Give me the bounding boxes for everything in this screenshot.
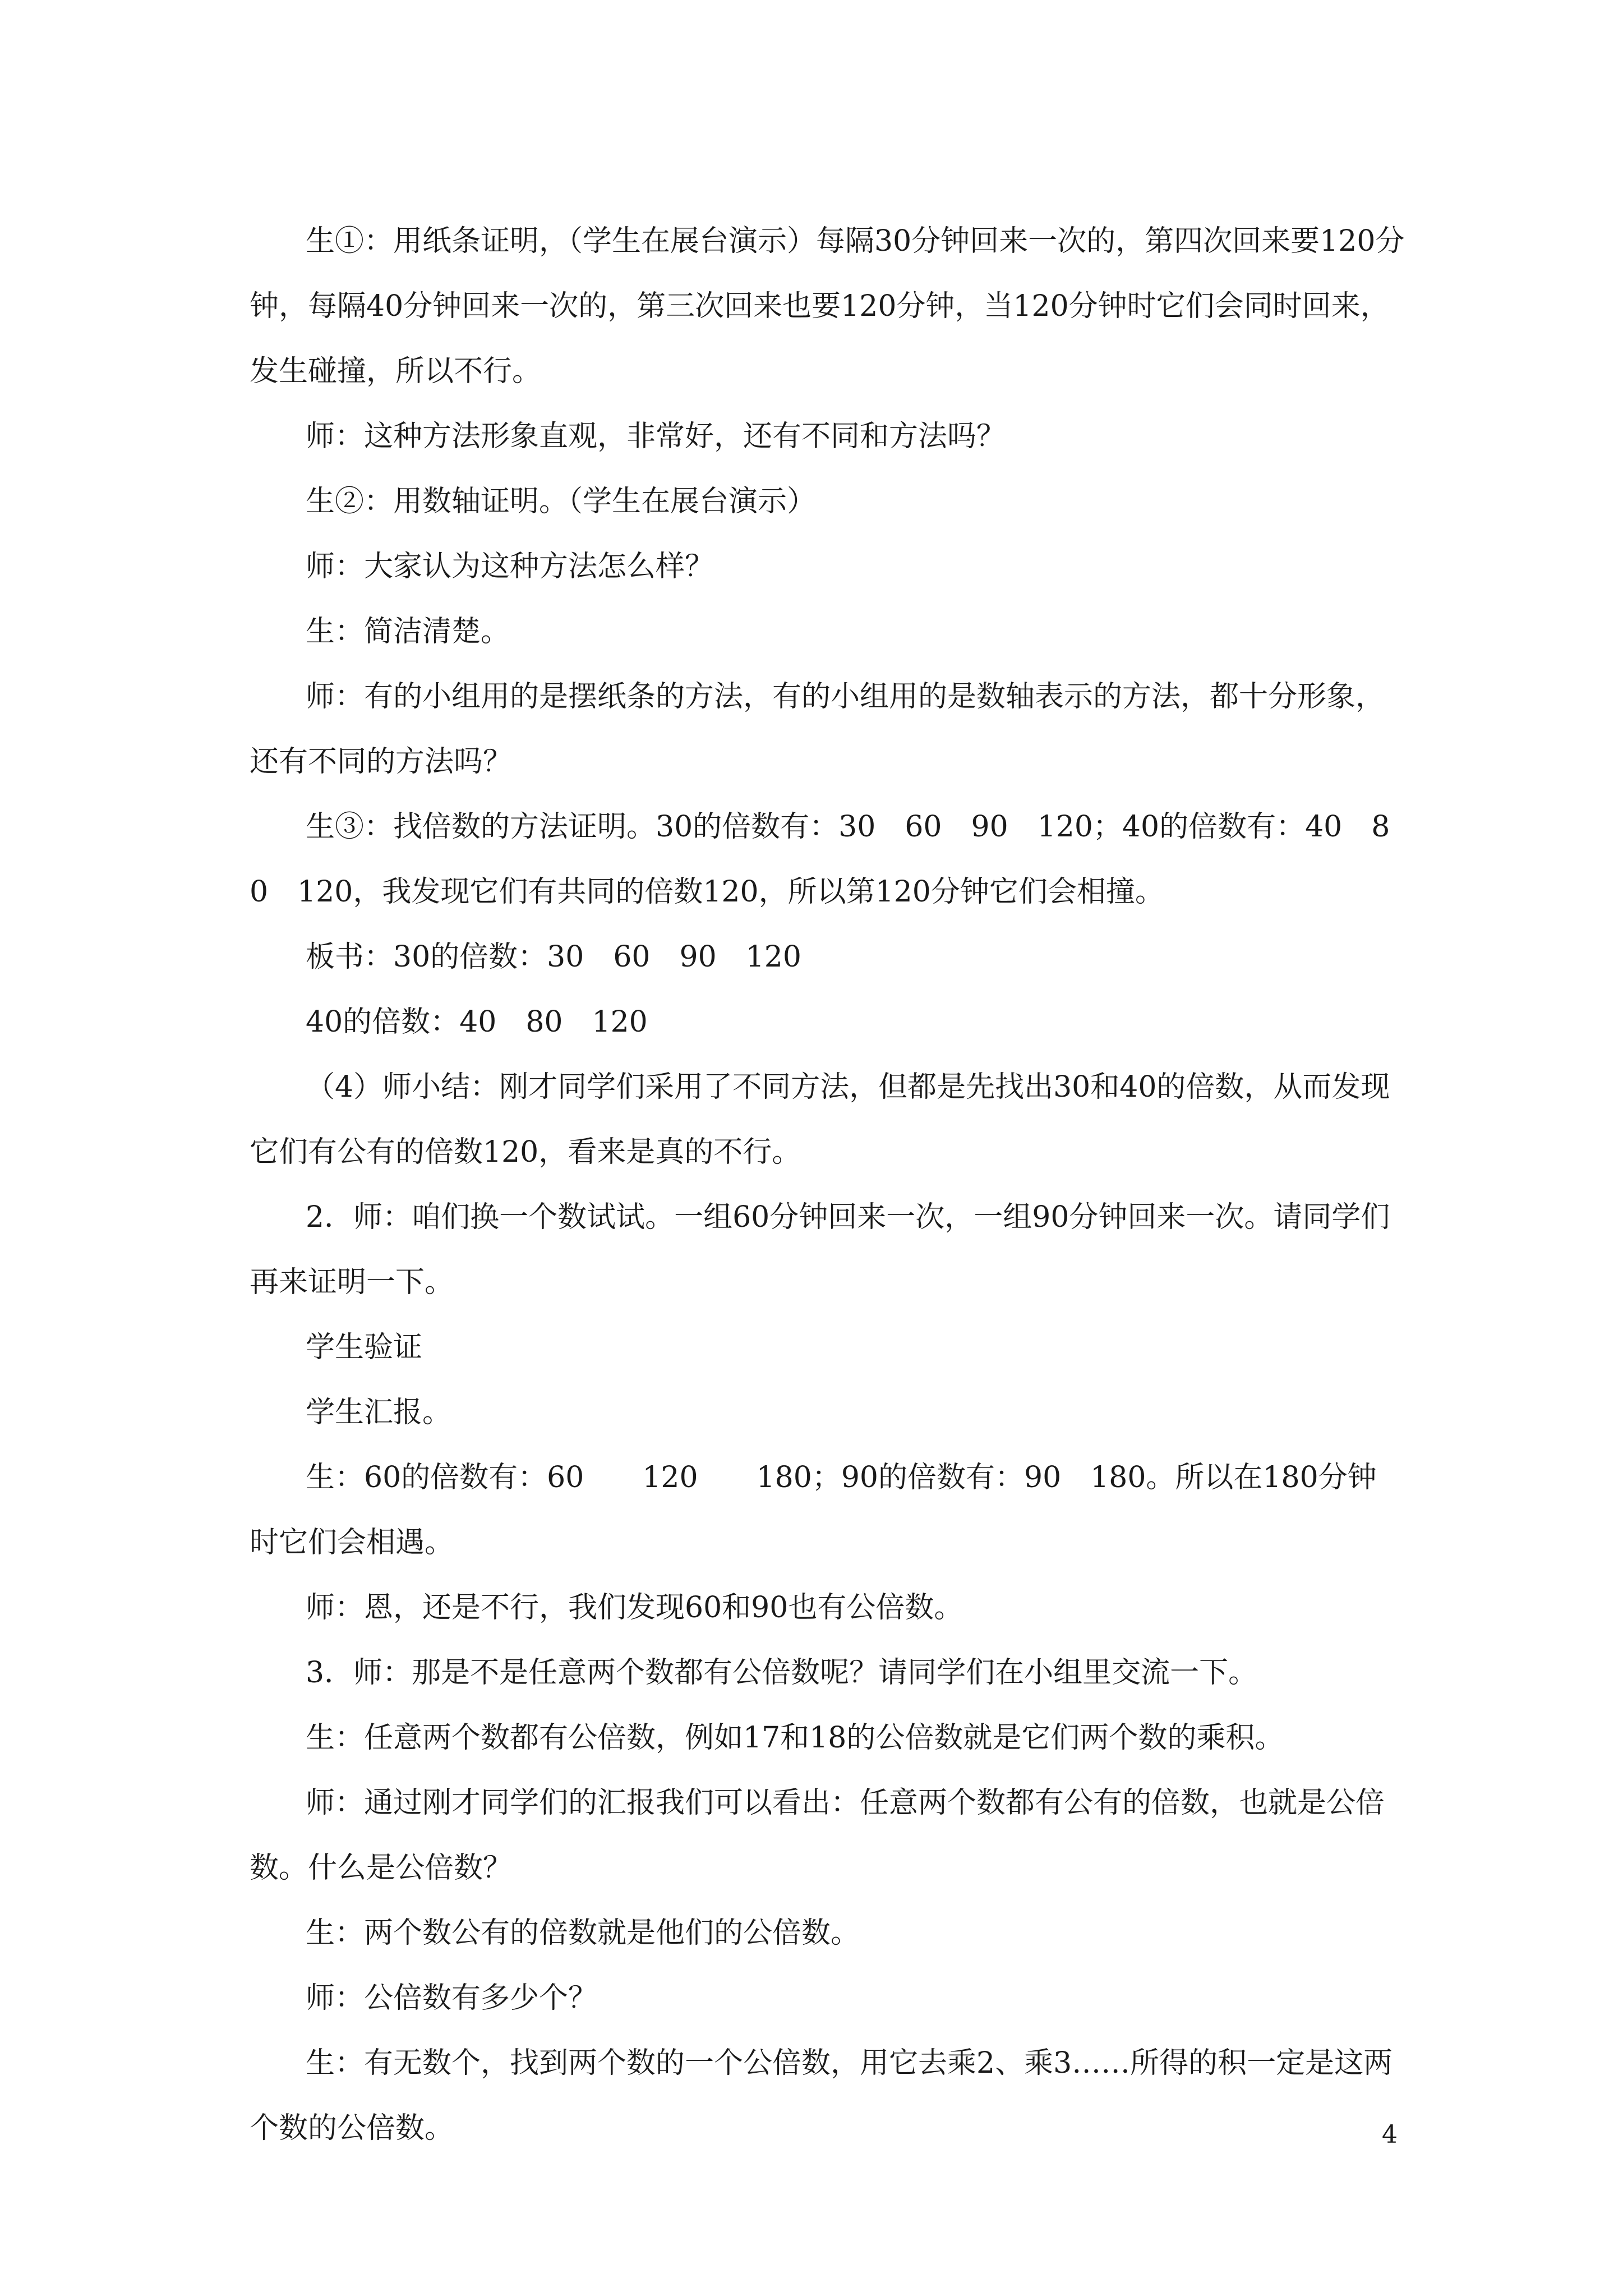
paragraph: 学生验证 (306, 1331, 423, 1364)
paragraph: （4）师小结：刚才同学们采用了不同方法，但都是先找出30和40的倍数，从而发现它们有公有的倍数120，看来是真的不行。 (250, 1070, 1390, 1169)
page-number: 4 (1382, 2120, 1398, 2149)
paragraph: 生：有无数个，找到两个数的一个公倍数，用它去乘2、乘3……所得的积一定是这两个数的公倍数。 (250, 2046, 1393, 2145)
paragraph: 生②：用数轴证明。（学生在展台演示） (306, 485, 817, 518)
paragraph: 师：有的小组用的是摆纸条的方法，有的小组用的是数轴表示的方法，都十分形象，还有不同的方法吗？ (250, 680, 1385, 779)
paragraph: 师：公倍数有多少个？ (306, 1981, 598, 2015)
paragraph: 2．师：咱们换一个数试试。一组60分钟回来一次，一组90分钟回来一次。请同学们再来证明一下。 (250, 1200, 1390, 1299)
document-body (250, 209, 1405, 2161)
paragraph: 3．师：那是不是任意两个数都有公倍数呢？请同学们在小组里交流一下。 (306, 1656, 1258, 1690)
paragraph: 40的倍数：40 80 120 (306, 1005, 648, 1039)
paragraph: 师：通过刚才同学们的汇报我们可以看出：任意两个数都有公有的倍数，也就是公倍数。什么是公倍数？ (250, 1786, 1385, 1885)
paragraph: 学生汇报。 (306, 1396, 452, 1429)
paragraph: 生：两个数公有的倍数就是他们的公倍数。 (306, 1916, 860, 1950)
paragraph: 生：简洁清楚。 (306, 615, 510, 648)
paragraph: 板书：30的倍数：30 60 90 120 (306, 940, 801, 974)
paragraph: 生：任意两个数都有公倍数，例如17和18的公倍数就是它们两个数的乘积。 (306, 1721, 1284, 1755)
paragraph: 生③：找倍数的方法证明。30的倍数有：30 60 90 120；40的倍数有：40 80 120，我发现它们有共同的倍数120，所以第120分钟它们会相撞。 (250, 810, 1390, 909)
paragraph: 师：大家认为这种方法怎么样？ (306, 550, 714, 583)
paragraph: 师：这种方法形象直观，非常好，还有不同和方法吗？ (306, 420, 1006, 453)
paragraph: 生①：用纸条证明，（学生在展台演示）每隔30分钟回来一次的，第四次回来要120分钟，每隔40分钟回来一次的，第三次回来也要120分钟，当120分钟时它们会同时回来，发生碰撞，所以不行。 (250, 224, 1405, 388)
paragraph: 生：60的倍数有：60 120 180；90的倍数有：90 180。所以在180分钟时它们会相遇。 (250, 1461, 1377, 1559)
paragraph: 师：恩，还是不行，我们发现60和90也有公倍数。 (306, 1591, 963, 1625)
